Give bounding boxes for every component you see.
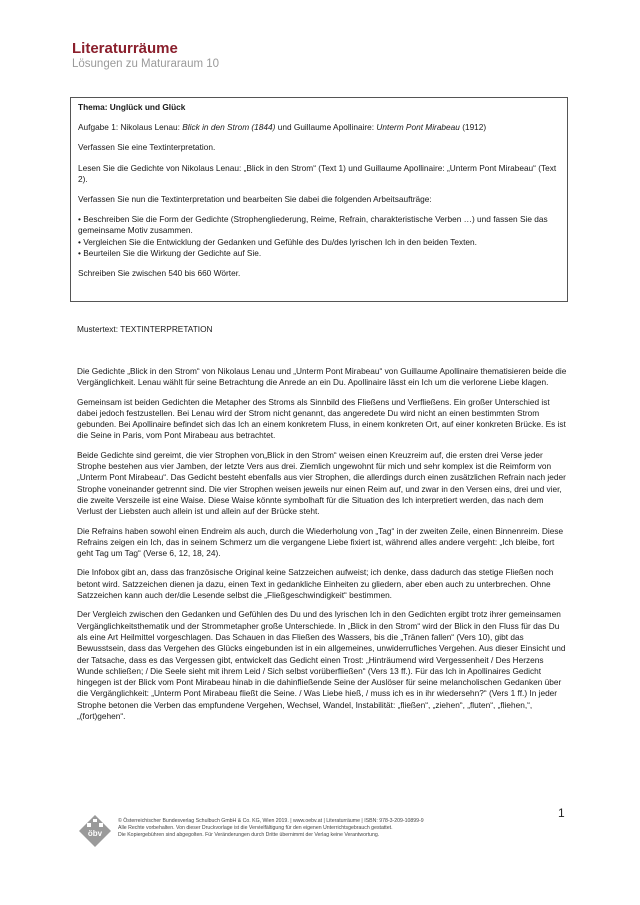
task-assignment	[78, 122, 560, 133]
task-instruction-2: Lesen Sie die Gedichte von Nikolaus Lenau: „Blick in den Strom“ (Text 1) und Guillaume Apollinaire: „Unterm Pont Mirabeau“ (Text 2).	[78, 162, 557, 184]
task-box	[70, 97, 568, 302]
task-bullet: • Beschreiben Sie die Form der Gedichte (Strophengliederung, Reime, Refrain, charakteristische Verben …) und fassen Sie das gemeinsame Motiv zusammen.	[78, 214, 548, 236]
paragraph: Die Gedichte „Blick in den Strom“ von Nikolaus Lenau und „Unterm Pont Mirabeau“ von Guillaume Apollinaire thematisieren beide die Vergänglichkeit. Lenau wählt für seine Betrachtung die Anrede an ein Du. Apollinaire lässt ein Ich um die verlorene Liebe klagen.	[77, 366, 567, 388]
publisher-logo-icon	[78, 814, 112, 848]
assignment-suffix: (1912)	[459, 122, 487, 133]
footer-disclaimer: Die Kopiergebühren sind abgegolten. Für Veränderungen durch Dritte übernimmt der Verlag keine Verantwortung.	[118, 832, 380, 838]
document-subtitle: Lösungen zu Maturaraum 10	[72, 58, 220, 70]
task-theme: Thema: Unglück und Glück	[78, 102, 186, 112]
assignment-work-1: Blick in den Strom (1844)	[182, 122, 276, 133]
paragraph: Beide Gedichte sind gereimt, die vier Strophen von„Blick in den Strom“ weisen einen Kreuzreim auf, die ersten drei Verse jeder Strophe bestehen aus vier Jamben, der letzte Vers aus drei. Ziemlich ungewohnt für mich und sehr komplex ist die Reimform von „Unterm Pont Mirabeau“. Das Gedicht besteht ebenfalls aus vier Strophen, die allerdings durch einen zusätzlichen Refrain nach jeder Strophe voneinander getrennt sind. Die vier Strophen weisen jeweils nur einen Reim auf, und zwar in den Versen eins, drei und vier, die zweite Verszeile ist eine Waise. Diese Waise könnte symbolhaft für die Situation des Ich interpretiert werden, das nach dem Verlust der Liebsten auch allein ist und allein auf der Brücke steht.	[77, 449, 566, 517]
paragraph: Die Refrains haben sowohl einen Endreim als auch, durch die Wiederholung von „Tag“ in der zweiten Zeile, einen Binnenreim. Diese Refrains zeigen ein Ich, das in seinem Schmerz um die vergangene Liebe fixiert ist, während alles andere vergeht: „Ich bleibe, fort geht Tag um Tag“ (Verse 6, 12, 18, 24).	[77, 525, 564, 559]
task-word-count: Schreiben Sie zwischen 540 bis 660 Wörter.	[78, 268, 241, 279]
paragraph: Gemeinsam ist beiden Gedichten die Metapher des Stroms als Sinnbild des Fließens und Verfließens. Ein großer Unterschied ist dabei jedoch festzustellen. Bei Lenau wird der Strom nicht genannt, das angeredete Du wird nicht an einen bestimmten Strom gebunden. Bei Apollinaire befindet sich das Ich an einem konkretem Fluss, in einem konkreten Ort, auf einer konkreten Brücke. Es ist die Seine in Paris, vom Pont Mirabeau aus betrachtet.	[77, 396, 566, 441]
task-bullet: • Vergleichen Sie die Entwicklung der Gedanken und Gefühle des Du/des lyrischen Ich in den beiden Texten.	[78, 236, 477, 247]
paragraph: Der Vergleich zwischen den Gedanken und Gefühlen des Du und des lyrischen Ich in den Gedichten ergibt trotz ihrer gemeinsamen Vergänglichkeitsthematik und der Strommetapher große Unterschiede. In „Blick in den Strom“ wird der Blick in den Fluss für das Du als eine Art Heilmittel vorgeschlagen. Das Schauen in das Fließen des Wassers, bis die „Tränen fallen“ (Vers 10), gibt das Bewusstsein, dass das Vergehen des Glücks eingebunden ist in ein allgemeines, unwiderrufliches Vergehen. Aus dieser Einsicht und der Tatsache, dass es das Vergessen gibt, entwickelt das Gedicht einen Trost: „Hinträumend wird Vergessenheit / Des Herzens Wunde schließen; / Die Seele sieht mit ihrem Leid / Sich selbst vorüberfließen“ (Vers 13 ff.). Für das Ich in Apollinaires Gedicht hingegen ist der Blick vom Pont Mirabeau hinab in die dahinfließende Seine der Auslöser für seine melancholischen Gedanken über die Vergänglichkeit: „Unterm Pont Mirabeau fließt die Seine. / Was Liebe hieß, / muss ich es in ihr wiedersehn?“ (Vers 1 ff.) In jeder Strophe betonen die Verben das empfundene Vergehen, Wechsel, Wandel, Instabilität: „fließen“, „ziehen“, „fluten“, „fliehen,“, „(fort)gehen“.	[77, 609, 566, 722]
footer	[118, 818, 538, 839]
task-bullet-list	[78, 214, 560, 259]
paragraph: Die Infobox gibt an, dass das französische Original keine Satzzeichen aufweist; ich denke, dass dadurch das stetige Fließen noch betont wird. Satzzeichen dienen ja dazu, einen Text in gedankliche Einheiten zu gliedern, aber eben auch zu unterbrechen. Ohne Satzzeichen kann auch der/die Lesende selbst die „Fließgeschwindigkeit“ bestimmen.	[77, 567, 554, 601]
body-text	[77, 366, 567, 730]
mustertext-label: Mustertext: TEXTINTERPRETATION	[77, 324, 213, 334]
logo-text: öbv	[87, 829, 103, 838]
assignment-prefix: Aufgabe 1: Nikolaus Lenau:	[78, 122, 183, 133]
task-bullet: • Beurteilen Sie die Wirkung der Gedichte auf Sie.	[78, 247, 262, 258]
footer-rights: Alle Rechte vorbehalten. Von dieser Druckvorlage ist die Vervielfältigung für den eigenen Unterrichtsgebrauch gestattet.	[118, 825, 393, 831]
document-title: Literaturräume	[72, 40, 178, 57]
assignment-work-2: Unterm Pont Mirabeau	[376, 122, 460, 133]
page-number: 1	[558, 806, 565, 820]
assignment-mid: und Guillaume Apollinaire:	[275, 122, 377, 133]
task-instruction-3: Verfassen Sie nun die Textinterpretation und bearbeiten Sie dabei die folgenden Arbeitsaufträge:	[78, 194, 432, 205]
footer-copyright: © Österreichischer Bundesverlag Schulbuch GmbH & Co. KG, Wien 2019. | www.oebv.at | Literaturräume | ISBN: 978-3-209-10899-9	[118, 818, 424, 824]
task-instruction-1: Verfassen Sie eine Textinterpretation.	[78, 142, 216, 153]
